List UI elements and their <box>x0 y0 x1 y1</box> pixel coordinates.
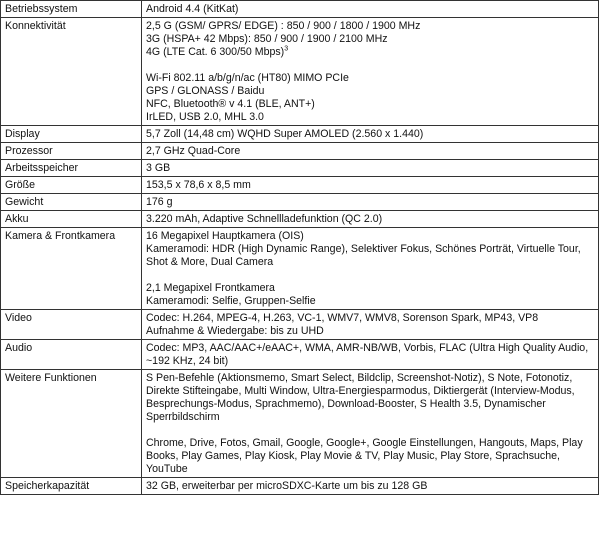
table-row <box>1 478 599 495</box>
spacer <box>146 424 594 437</box>
row-label: Kamera & Frontkamera <box>1 228 142 310</box>
footnote-marker: 3 <box>284 45 289 53</box>
table-row <box>1 340 599 370</box>
row-value: 3.220 mAh, Adaptive Schnellladefunktion (QC 2.0) <box>142 211 599 228</box>
row-value: Codec: MP3, AAC/AAC+/eAAC+, WMA, AMR-NB/WB, Vorbis, FLAC (Ultra High Quality Audio, ~192 KHz, 24 bit) <box>142 340 599 370</box>
table-row <box>1 143 599 160</box>
network-2g: 2,5 G (GSM/ GPRS/ EDGE) : 850 / 900 / 1800 / 1900 MHz <box>146 20 421 32</box>
nfc-bluetooth: NFC, Bluetooth® v 4.1 (BLE, ANT+) <box>146 98 315 110</box>
wifi: Wi-Fi 802.11 a/b/g/n/ac (HT80) MIMO PCIe <box>146 72 349 84</box>
row-label: Arbeitsspeicher <box>1 160 142 177</box>
row-label: Display <box>1 126 142 143</box>
row-label: Speicherkapazität <box>1 478 142 495</box>
gps: GPS / GLONASS / Baidu <box>146 85 265 97</box>
network-4g: 4G (LTE Cat. 6 300/50 Mbps) <box>146 46 285 58</box>
table-row <box>1 1 599 18</box>
row-value: 176 g <box>142 194 599 211</box>
spacer <box>146 269 594 282</box>
row-value: 3 GB <box>142 160 599 177</box>
table-row <box>1 18 599 126</box>
row-value <box>142 228 599 310</box>
row-label: Weitere Funktionen <box>1 370 142 478</box>
video-codecs: Codec: H.264, MPEG-4, H.263, VC-1, WMV7, WMV8, Sorenson Spark, MP43, VP8 <box>146 312 539 324</box>
features-list: S Pen-Befehle (Aktionsmemo, Smart Select, Bildclip, Screenshot-Notiz), S Note, Fotonotiz, Direkte Stifteingabe, Multi Window, Ultra-Energiesparmodus, Diktiergerät (Interview-Modus, Besprechungs-Modus, Sprachmemo), Download-Booster, S Health 3.5, Dynamischer Sperrbildschirm <box>146 372 575 423</box>
table-row <box>1 228 599 310</box>
row-label: Video <box>1 310 142 340</box>
main-camera-modes: Kameramodi: HDR (High Dynamic Range), Selektiver Fokus, Schönes Porträt, Virtuelle Tour, Shot & More, Dual Camera <box>146 243 581 268</box>
row-value: 5,7 Zoll (14,48 cm) WQHD Super AMOLED (2.560 x 1.440) <box>142 126 599 143</box>
row-label: Konnektivität <box>1 18 142 126</box>
row-value: 153,5 x 78,6 x 8,5 mm <box>142 177 599 194</box>
row-label: Audio <box>1 340 142 370</box>
main-camera: 16 Megapixel Hauptkamera (OIS) <box>146 230 304 242</box>
row-label: Größe <box>1 177 142 194</box>
network-3g: 3G (HSPA+ 42 Mbps): 850 / 900 / 1900 / 2100 MHz <box>146 33 388 45</box>
irled-usb: IrLED, USB 2.0, MHL 3.0 <box>146 111 264 123</box>
front-camera: 2,1 Megapixel Frontkamera <box>146 282 275 294</box>
spacer <box>146 59 594 72</box>
table-row <box>1 177 599 194</box>
table-row <box>1 126 599 143</box>
row-label: Akku <box>1 211 142 228</box>
front-camera-modes: Kameramodi: Selfie, Gruppen-Selfie <box>146 295 316 307</box>
table-row <box>1 370 599 478</box>
table-row <box>1 160 599 177</box>
video-recording: Aufnahme & Wiedergabe: bis zu UHD <box>146 325 324 337</box>
row-label: Gewicht <box>1 194 142 211</box>
row-value <box>142 370 599 478</box>
table-row <box>1 194 599 211</box>
row-label: Prozessor <box>1 143 142 160</box>
row-value <box>142 310 599 340</box>
row-value: 2,7 GHz Quad-Core <box>142 143 599 160</box>
network-4g-line <box>146 46 594 59</box>
apps-list: Chrome, Drive, Fotos, Gmail, Google, Google+, Google Einstellungen, Hangouts, Maps, Play Books, Play Games, Play Kiosk, Play Movie & TV, Play Music, Play Store, Sprachsuche, YouTube <box>146 437 583 475</box>
row-value <box>142 18 599 126</box>
row-value: 32 GB, erweiterbar per microSDXC-Karte um bis zu 128 GB <box>142 478 599 495</box>
table-row <box>1 310 599 340</box>
table-row <box>1 211 599 228</box>
row-value: Android 4.4 (KitKat) <box>142 1 599 18</box>
row-label: Betriebssystem <box>1 1 142 18</box>
